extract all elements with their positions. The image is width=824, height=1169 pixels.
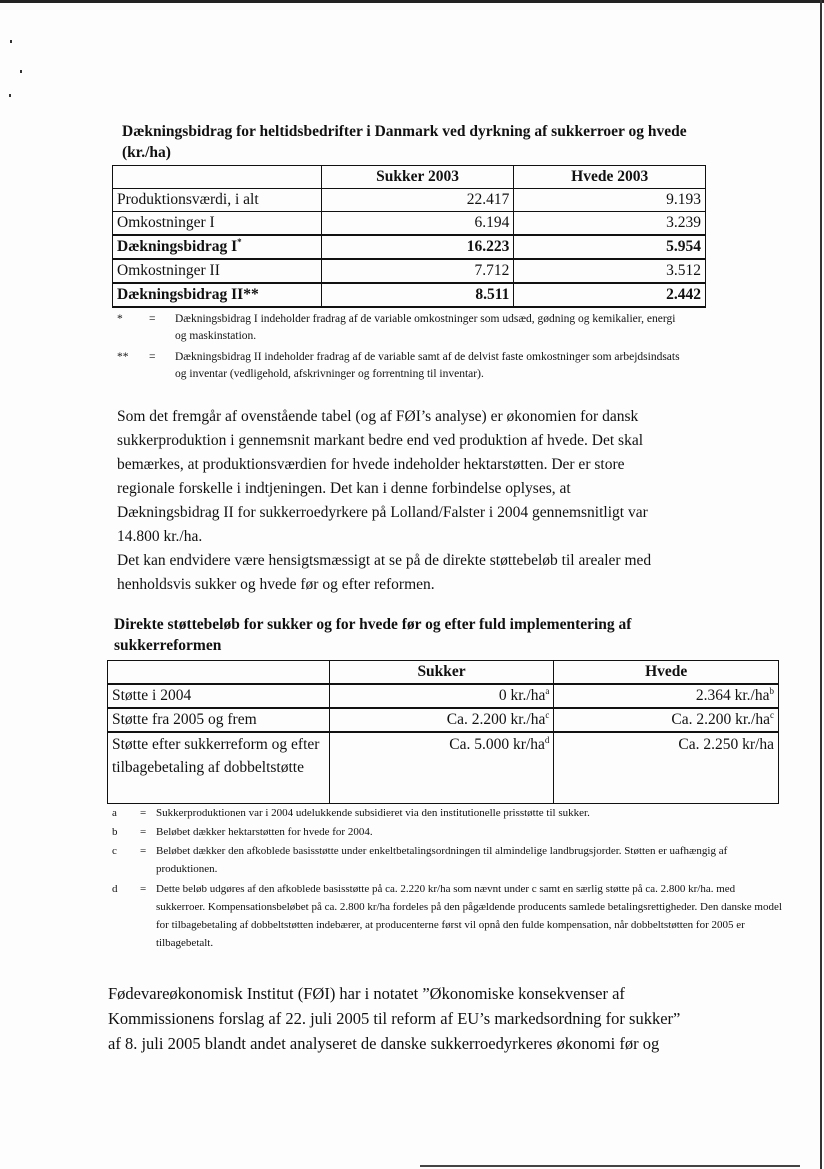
- hvede-value: Ca. 2.250 kr/ha: [678, 736, 774, 753]
- table-row: [113, 259, 706, 283]
- text-line: Som det fremgår af ovenstående tabel (og af FØI’s analyse) er økonomien for dansk: [117, 408, 639, 425]
- hvede-value: 9.193: [514, 189, 706, 212]
- table2-footnote: [112, 823, 784, 841]
- footnote-marker: d: [544, 734, 550, 745]
- header-cell: Hvede: [554, 661, 779, 685]
- table2-footnote: [112, 880, 784, 952]
- row-label: Produktionsværdi, i alt: [113, 189, 322, 212]
- page-edge-bottom: [420, 1165, 800, 1167]
- table-row: [113, 235, 706, 259]
- footnote-equals: =: [140, 845, 147, 857]
- footnote-text: Sukkerproduktionen var i 2004 udelukkende subsidieret via den institutionelle prisstøtte til sukker.: [156, 807, 590, 819]
- table2-footnote: [112, 804, 784, 822]
- table-row: [113, 212, 706, 236]
- footnote-equals: =: [149, 351, 156, 363]
- text-line: af 8. juli 2005 blandt andet analyseret de danske sukkerroedyrkeres økonomi før og: [108, 1034, 660, 1053]
- table2-footnote: [112, 842, 784, 878]
- footnote-equals: =: [149, 313, 156, 325]
- hvede-value-cell: [554, 708, 779, 732]
- table-row: [108, 708, 779, 732]
- row-label: Støtte i 2004: [108, 684, 330, 708]
- row-label: Dækningsbidrag I: [117, 238, 238, 255]
- table2: [107, 660, 779, 804]
- sukker-value-cell: [329, 708, 554, 732]
- footnote-text: Beløbet dækker den afkoblede basisstøtte under enkeltbetalingsordningen til almindelige landbrugsjorder. Støtten er uafhængig af produktionen.: [156, 845, 728, 875]
- text-line: bemærkes, at produktionsværdien for hvede indeholder hektarstøtten. Der er store: [117, 456, 625, 473]
- footnote-equals: =: [140, 826, 147, 838]
- sukker-value-cell: [329, 732, 554, 804]
- text-line: henholdsvis sukker og hvede før og efter reformen.: [117, 576, 435, 593]
- footnote-marker: **: [117, 351, 129, 363]
- sukker-value: 7.712: [321, 259, 514, 283]
- row-label: Støtte fra 2005 og frem: [108, 708, 330, 732]
- hvede-value: Ca. 2.200 kr./ha: [671, 711, 770, 728]
- hvede-value: 3.239: [514, 212, 706, 236]
- sukker-value: Ca. 5.000 kr/ha: [449, 736, 545, 753]
- footnote-text: Dette beløb udgøres af den afkoblede basisstøtte på ca. 2.220 kr/ha som nævnt under c samt en særlig støtte på ca. 2.800 kr/ha. med sukkerroer. Kompensationsbeløbet på ca. 2.800 kr/ha fordeles på den pågældende producents samlede betalingsrettigheder. Den danske model for tilbagebetaling af dobbeltstøtten indebærer, at producenterne først vil opnå den fulde kompensation, når dobbeltstøtten for 2005 er tilbagebetalt.: [156, 883, 782, 949]
- hvede-value: 5.954: [514, 235, 706, 259]
- footnote-marker: c: [770, 709, 774, 720]
- sukker-value: 22.417: [321, 189, 514, 212]
- text-line: sukkerproduktion i gennemsnit markant bedre end ved produktion af hvede. Det skal: [117, 432, 644, 449]
- sukker-value: 6.194: [321, 212, 514, 236]
- text-line: Dækningsbidrag II for sukkerroedyrkere på Lolland/Falster i 2004 gennemsnitligt var: [117, 504, 648, 521]
- page-edge-top: [0, 0, 824, 3]
- scan-speck: [9, 94, 11, 97]
- hvede-value: 2.364 kr./ha: [695, 687, 770, 704]
- header-cell: [113, 166, 322, 189]
- table-row: [108, 732, 779, 804]
- hvede-value-cell: [554, 684, 779, 708]
- row-label: Omkostninger II: [113, 259, 322, 283]
- row-label: Omkostninger I: [113, 212, 322, 236]
- body-paragraph: [108, 981, 728, 1056]
- header-cell: Sukker 2003: [321, 166, 514, 189]
- hvede-value: 2.442: [514, 283, 706, 307]
- footnote-marker: *: [237, 236, 242, 247]
- sukker-value: 8.511: [321, 283, 514, 307]
- footnote-marker: b: [112, 826, 118, 838]
- row-label: Dækningsbidrag II**: [113, 283, 322, 307]
- table-row: [113, 189, 706, 212]
- header-cell: [108, 661, 330, 685]
- body-paragraph: [117, 405, 697, 597]
- footnote-marker: c: [112, 845, 117, 857]
- footnote-marker: d: [112, 883, 118, 895]
- footnote-marker: a: [112, 807, 117, 819]
- page-edge-right: [820, 0, 822, 1169]
- footnote-marker: *: [117, 313, 123, 325]
- scan-speck: [20, 70, 22, 73]
- header-cell: Hvede 2003: [514, 166, 706, 189]
- footnote-text: Beløbet dækker hektarstøtten for hvede for 2004.: [156, 826, 373, 838]
- text-line: regionale forskelle i indtjeningen. Det kan i denne forbindelse oplyses, at: [117, 480, 571, 497]
- table-row: [108, 684, 779, 708]
- table2-title: Direkte støttebeløb for sukker og for hvede før og efter fuld implementering af sukkerreformen: [114, 616, 632, 654]
- sukker-value-cell: [329, 684, 554, 708]
- footnote-equals: =: [140, 883, 147, 895]
- footnote-marker: b: [769, 685, 774, 696]
- table1-footnote: [117, 349, 697, 383]
- table1-title: Dækningsbidrag for heltidsbedrifter i Danmark ved dyrkning af sukkerroer og hvede (kr./ha): [122, 123, 687, 161]
- table-header-row: [113, 166, 706, 189]
- footnote-equals: =: [140, 807, 147, 819]
- text-line: Fødevareøkonomisk Institut (FØI) har i notatet ”Økonomiske konsekvenser af: [108, 984, 625, 1003]
- table-row: [113, 283, 706, 307]
- hvede-value: 3.512: [514, 259, 706, 283]
- scan-speck: [10, 40, 12, 43]
- sukker-value: Ca. 2.200 kr./ha: [446, 711, 546, 728]
- sukker-value: 16.223: [321, 235, 514, 259]
- row-label: Støtte efter sukkerreform og efter tilbagebetaling af dobbeltstøtte: [108, 732, 330, 804]
- table-header-row: [108, 661, 779, 685]
- text-line: Kommissionens forslag af 22. juli 2005 til reform af EU’s markedsordning for sukker”: [108, 1009, 681, 1028]
- footnote-marker: c: [545, 709, 550, 720]
- hvede-value-cell: [554, 732, 779, 804]
- sukker-value: 0 kr./ha: [498, 687, 546, 704]
- text-line: 14.800 kr./ha.: [117, 528, 203, 545]
- table1: [112, 165, 706, 308]
- footnote-marker: a: [545, 685, 550, 696]
- row-label-cell: [113, 235, 322, 259]
- footnote-text: Dækningsbidrag II indeholder fradrag af de variable samt af de delvist faste omkostninger som arbejdsindsats og inventar (vedligehold, afskrivninger og forrentning til inventar).: [175, 351, 680, 380]
- text-line: Det kan endvidere være hensigtsmæssigt at se på de direkte støttebeløb til arealer med: [117, 552, 652, 569]
- table1-footnote: [117, 311, 697, 345]
- header-cell: Sukker: [329, 661, 554, 685]
- footnote-text: Dækningsbidrag I indeholder fradrag af de variable omkostninger som udsæd, gødning og kemikalier, energi og maskinstation.: [175, 313, 676, 342]
